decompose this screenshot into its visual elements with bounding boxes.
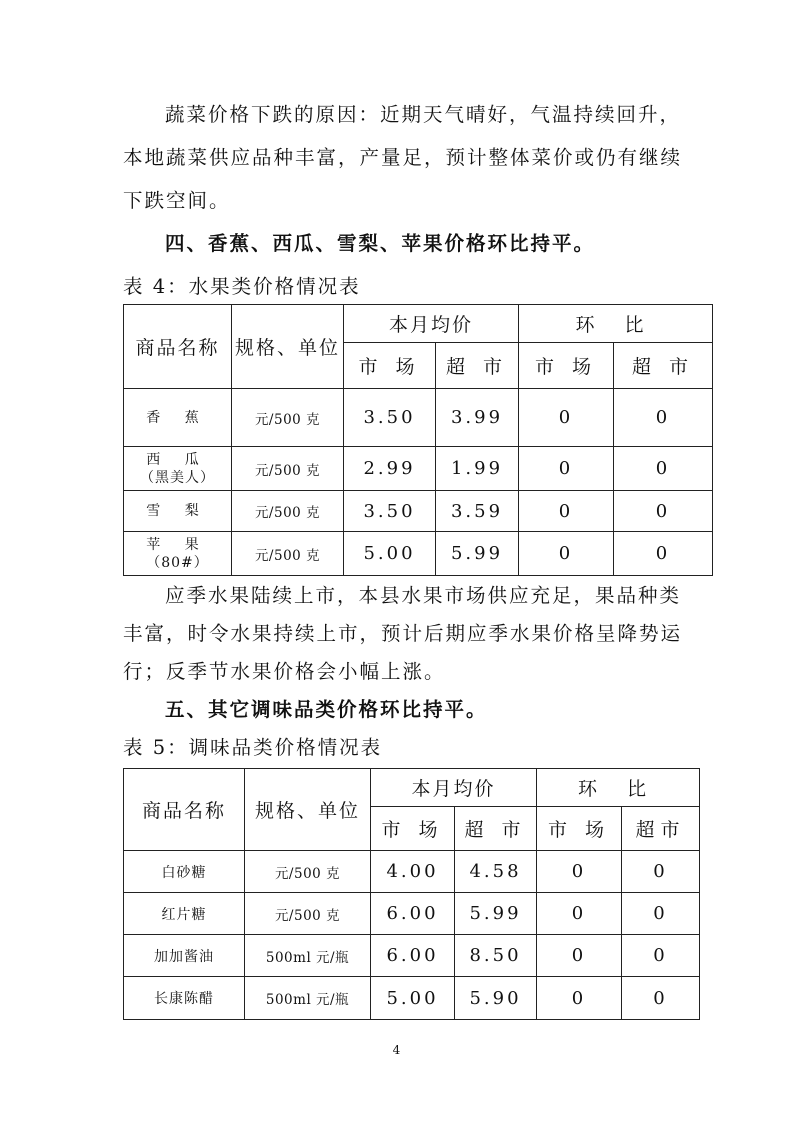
mom-supermarket: 0 (614, 532, 713, 576)
table-row (124, 447, 713, 491)
mom-market: 0 (519, 389, 614, 447)
mom-market: 0 (537, 893, 622, 935)
table-row (124, 532, 713, 576)
para1-line2: 本地蔬菜供应品种丰富，产量足，预计整体菜价或仍有继续 (123, 146, 683, 169)
product-name: 雪 梨 (124, 491, 232, 532)
product-spec: 元/500 克 (245, 851, 371, 893)
product-spec: 500ml 元/瓶 (245, 935, 371, 977)
fruit-price-table (123, 304, 713, 576)
section5-heading: 五、其它调味品类价格环比持平。 (165, 698, 488, 721)
product-name: 苹 果 （80#） (124, 532, 232, 576)
mom-market: 0 (537, 977, 622, 1020)
mom-supermarket: 0 (622, 977, 700, 1020)
mom-supermarket: 0 (622, 935, 700, 977)
mom-supermarket: 0 (622, 851, 700, 893)
supermarket-price: 5.90 (455, 977, 537, 1020)
para1-line3: 下跌空间。 (123, 189, 231, 212)
para2-line1: 应季水果陆续上市，本县水果市场供应充足，果品种类 (165, 584, 682, 607)
mom-supermarket: 0 (614, 491, 713, 532)
mom-market: 0 (519, 447, 614, 491)
product-spec: 元/500 克 (232, 447, 344, 491)
table-row (124, 977, 700, 1020)
table-row (124, 893, 700, 935)
mom-market: 0 (519, 532, 614, 576)
market-price: 3.50 (344, 389, 436, 447)
mom-market: 0 (519, 491, 614, 532)
header-name: 商品名称 (124, 769, 245, 851)
header-name: 商品名称 (124, 305, 232, 389)
table-row (124, 935, 700, 977)
product-name: 香 蕉 (124, 389, 232, 447)
product-name: 白砂糖 (124, 851, 245, 893)
header-supermarket: 超 市 (436, 343, 519, 389)
header-mom-supermarket: 超市 (622, 807, 700, 851)
product-name: 西 瓜 （黑美人） (124, 447, 232, 491)
para1-line1: 蔬菜价格下跌的原因：近期天气晴好，气温持续回升， (165, 103, 682, 126)
supermarket-price: 3.99 (436, 389, 519, 447)
market-price: 4.00 (371, 851, 455, 893)
condiment-price-table (123, 768, 700, 1020)
table-row (124, 389, 713, 447)
header-mom-market: 市 场 (537, 807, 622, 851)
page-number: 4 (392, 1043, 401, 1057)
mom-supermarket: 0 (622, 893, 700, 935)
header-market: 市 场 (344, 343, 436, 389)
market-price: 3.50 (344, 491, 436, 532)
product-name: 加加酱油 (124, 935, 245, 977)
section4-heading: 四、香蕉、西瓜、雪梨、苹果价格环比持平。 (165, 232, 596, 255)
mom-market: 0 (537, 935, 622, 977)
market-price: 6.00 (371, 893, 455, 935)
product-name: 红片糖 (124, 893, 245, 935)
header-avg-price: 本月均价 (371, 769, 537, 807)
header-supermarket: 超 市 (455, 807, 537, 851)
market-price: 2.99 (344, 447, 436, 491)
supermarket-price: 1.99 (436, 447, 519, 491)
supermarket-price: 5.99 (436, 532, 519, 576)
product-spec: 元/500 克 (232, 491, 344, 532)
supermarket-price: 5.99 (455, 893, 537, 935)
para2-line3: 行；反季节水果价格会小幅上涨。 (123, 660, 446, 683)
product-spec: 元/500 克 (232, 532, 344, 576)
product-name: 长康陈醋 (124, 977, 245, 1020)
product-spec: 500ml 元/瓶 (245, 977, 371, 1020)
product-spec: 元/500 克 (232, 389, 344, 447)
header-mom-market: 市 场 (519, 343, 614, 389)
market-price: 6.00 (371, 935, 455, 977)
supermarket-price: 4.58 (455, 851, 537, 893)
supermarket-price: 3.59 (436, 491, 519, 532)
table-row (124, 491, 713, 532)
header-month-on-month: 环 比 (519, 305, 713, 343)
table4-caption: 表 4：水果类价格情况表 (123, 275, 361, 298)
header-market: 市 场 (371, 807, 455, 851)
header-month-on-month: 环 比 (537, 769, 700, 807)
header-mom-supermarket: 超 市 (614, 343, 713, 389)
para2-line2: 丰富，时令水果持续上市，预计后期应季水果价格呈降势运 (123, 622, 683, 645)
table-row (124, 851, 700, 893)
market-price: 5.00 (371, 977, 455, 1020)
header-spec: 规格、单位 (232, 305, 344, 389)
mom-market: 0 (537, 851, 622, 893)
header-avg-price: 本月均价 (344, 305, 519, 343)
market-price: 5.00 (344, 532, 436, 576)
table5-caption: 表 5：调味品类价格情况表 (123, 736, 383, 759)
supermarket-price: 8.50 (455, 935, 537, 977)
header-spec: 规格、单位 (245, 769, 371, 851)
mom-supermarket: 0 (614, 389, 713, 447)
mom-supermarket: 0 (614, 447, 713, 491)
product-spec: 元/500 克 (245, 893, 371, 935)
